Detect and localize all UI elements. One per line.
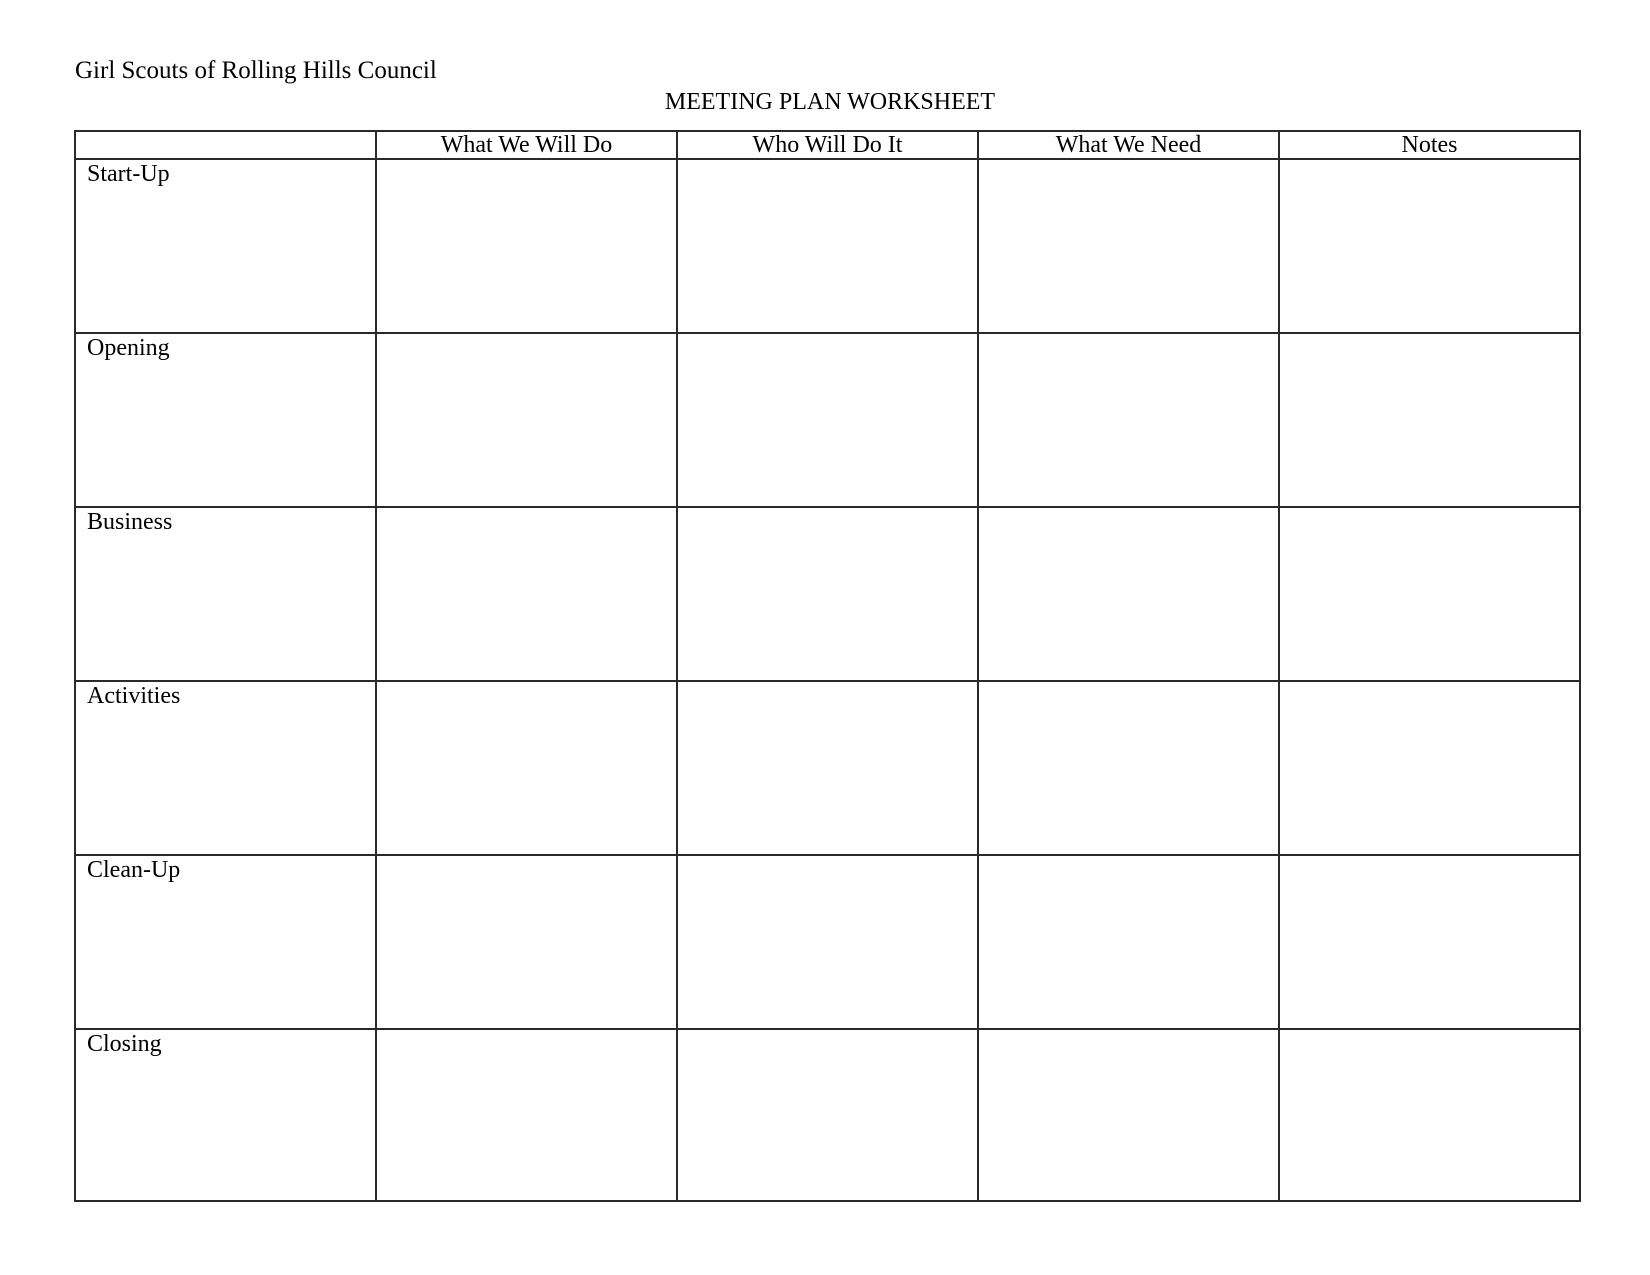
column-header-what-we-will-do: What We Will Do xyxy=(376,131,677,159)
row-label-cell xyxy=(75,681,376,855)
table-cell[interactable] xyxy=(376,681,677,855)
table-cell[interactable] xyxy=(376,507,677,681)
table-cell[interactable] xyxy=(978,507,1279,681)
table-cell[interactable] xyxy=(376,855,677,1029)
table-row xyxy=(75,507,1580,681)
table-row xyxy=(75,681,1580,855)
row-label-closing: Closing xyxy=(87,1031,162,1057)
row-label-cell xyxy=(75,1029,376,1201)
table-cell[interactable] xyxy=(677,855,978,1029)
table-row xyxy=(75,855,1580,1029)
row-label-cell xyxy=(75,333,376,507)
table-cell[interactable] xyxy=(1279,159,1580,333)
table-cell[interactable] xyxy=(376,1029,677,1201)
row-label-start-up: Start-Up xyxy=(87,161,170,187)
table-row xyxy=(75,1029,1580,1201)
table-cell[interactable] xyxy=(1279,855,1580,1029)
row-label-business: Business xyxy=(87,509,173,535)
table-cell[interactable] xyxy=(978,855,1279,1029)
column-header-notes: Notes xyxy=(1279,131,1580,159)
column-header-who-will-do-it: Who Will Do It xyxy=(677,131,978,159)
row-label-cell xyxy=(75,159,376,333)
table-cell[interactable] xyxy=(677,681,978,855)
table-row xyxy=(75,159,1580,333)
row-label-cell xyxy=(75,507,376,681)
meeting-plan-table xyxy=(74,130,1581,1202)
page-title: MEETING PLAN WORKSHEET xyxy=(664,89,996,115)
table-cell[interactable] xyxy=(978,1029,1279,1201)
table-cell[interactable] xyxy=(677,333,978,507)
row-label-activities: Activities xyxy=(87,683,181,709)
table-cell[interactable] xyxy=(1279,333,1580,507)
table-cell[interactable] xyxy=(978,333,1279,507)
table-header-row xyxy=(75,131,1580,159)
table-cell[interactable] xyxy=(677,1029,978,1201)
table-cell[interactable] xyxy=(677,159,978,333)
table-cell[interactable] xyxy=(376,333,677,507)
row-label-opening: Opening xyxy=(87,335,170,361)
table-cell[interactable] xyxy=(677,507,978,681)
table-cell[interactable] xyxy=(1279,1029,1580,1201)
row-label-clean-up: Clean-Up xyxy=(87,857,181,883)
column-header-blank xyxy=(75,131,376,159)
table-cell[interactable] xyxy=(978,681,1279,855)
table-cell[interactable] xyxy=(1279,507,1580,681)
table-cell[interactable] xyxy=(978,159,1279,333)
table-cell[interactable] xyxy=(1279,681,1580,855)
row-label-cell xyxy=(75,855,376,1029)
organization-name: Girl Scouts of Rolling Hills Council xyxy=(75,57,437,84)
table-cell[interactable] xyxy=(376,159,677,333)
column-header-what-we-need: What We Need xyxy=(978,131,1279,159)
table-row xyxy=(75,333,1580,507)
